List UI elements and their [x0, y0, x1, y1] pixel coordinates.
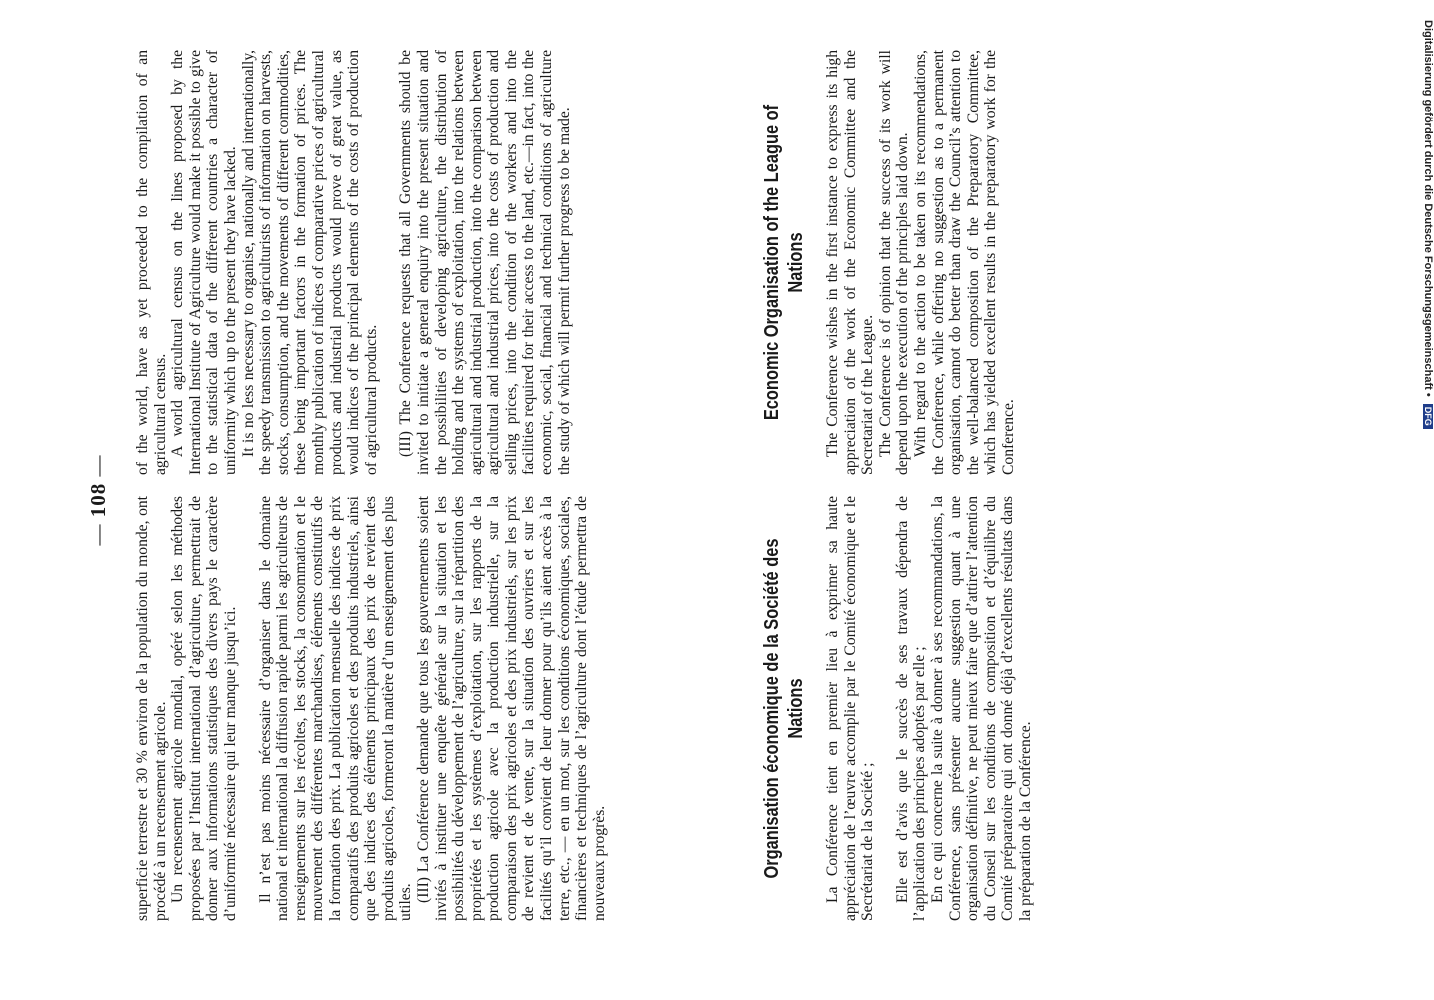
french-column-lower [760, 496, 1035, 921]
english-column-upper [134, 50, 573, 475]
en-paragraph: of the world, have as yet proceeded to the compilation of an agricultural census. [134, 50, 169, 475]
fr-paragraph: (III) La Conférence demande que tous les gouvernements soient invités à instituer une enquête générale sur la situation et les possibilités du développement de l’agriculture, sur la répartition des propriétés et les systèmes d’exploitation, sur les rapports de la production agricole avec la production industrielle, sur la comparaison des prix agricoles et des prix industriels, sur les prix de revient et de vente, sur la situation des ouvriers et sur les facilités qu’il convient de leur donner pour qu’ils aient accès à la terre, etc., — en un mot, sur les conditions économiques, sociales, financières et techniques de l’agriculture dont l’étude permettra de nouveaux progrès. [414, 496, 608, 921]
dfg-logo: DFG [1423, 404, 1433, 429]
digitization-credit [1414, 10, 1434, 426]
fr-paragraph: La Conférence tient en premier lieu à exprimer sa haute appréciation de l’œuvre accomplie par le Comité économique et le Secrétariat de la Société ; [824, 496, 877, 921]
fr-section-heading: Organisation économique de la Société des Nations [761, 538, 807, 879]
page-number: — 108 — [86, 454, 110, 546]
fr-paragraph: superficie terrestre et 30 % environ de la population du monde, ont procédé à un recensement agricole. [134, 496, 169, 921]
en-paragraph: It is no less necessary to organise, nationally and internationally, the speedy transmission to agriculturists of information on harvests, stocks, consumption, and the movements of different commodities, these being important factors in the formation of prices. The monthly publication of indices of comparative prices of agricultural products and industrial products would prove of great value, as would indices of the principal elements of the costs of production of agricultural products. [239, 50, 380, 475]
en-paragraph: The Conference is of opinion that the success of its work will depend upon the execution of the principles laid down. [876, 50, 912, 475]
en-section-heading: Economic Organisation of the League of Nations [761, 104, 807, 421]
en-paragraph: With regard to the action to be taken on its recommendations, the Conference, while offering no suggestion as to a permanent organisation, cannot do better than draw the Council’s attention to the well-balanced composition of the Preparatory Committee, which has yielded excellent results in the preparatory work for the Conference. [911, 50, 1017, 475]
en-paragraph: A world agricultural census on the lines proposed by the International Institute of Agriculture would make it possible to give to the statistical data of the different countries a character of uniformity which up to the present they have lacked. [169, 50, 239, 475]
fr-paragraph: Elle est d’avis que le succès de ses travaux dépendra de l’application des principes adoptés par elle ; [893, 496, 929, 921]
fr-paragraph: En ce qui concerne la suite à donner à ses recommandations, la Conférence, sans présenter aucune suggestion quant à une organisation définitive, ne peut mieux faire que d’attirer l’attention du Conseil sur les conditions de composition et d’équilibre du Comité préparatoire qui ont donné déjà d’excellents résultats dans la préparation de la Conférence. [928, 496, 1034, 921]
page-number-value: 108 [86, 482, 110, 518]
french-column-upper [134, 496, 608, 921]
en-paragraph: (III) The Conference requests that all Governments should be invited to initiate a general enquiry into the present situation and the possibilities of developing agriculture, the distribution of holding and the systems of exploitation, into the relations between agricultural and industrial production, into the comparison between agricultural and industrial prices, into the costs of production and selling prices, into the condition of the workers and into the facilities required for their access to the land, etc.—in fact, into the economic, social, financial and technical conditions of agriculture the study of which will permit further progress to be made. [397, 50, 573, 475]
fr-paragraph: Un recensement agricole mondial, opéré selon les méthodes proposées par l’Institut international d’agriculture, permettrait de donner aux informations statistiques des divers pays le caractère d’uniformité nécessaire qui leur manque jusqu’ici. [169, 496, 239, 921]
english-column-lower [760, 50, 1018, 475]
credit-text: Digitalisierung gefördert durch die Deutsche Forschungsgemeinschaft • [1422, 20, 1434, 397]
fr-paragraph: Il n’est pas moins nécessaire d’organiser dans le domaine national et international la diffusion rapide parmi les agriculteurs de renseignements sur les récoltes, les stocks, la consommation et le mouvement des différentes marchandises, éléments constitutifs de la formation des prix. La publication mensuelle des indices de prix comparatifs des produits agricoles et des produits industriels, ainsi que des indices des éléments principaux des prix de revient des produits agricoles, formeront la matière d’un enseignement des plus utiles. [256, 496, 415, 921]
en-paragraph: The Conference wishes in the first instance to express its high appreciation of the work of the Economic Committee and the Secretariat of the League. [824, 50, 877, 475]
